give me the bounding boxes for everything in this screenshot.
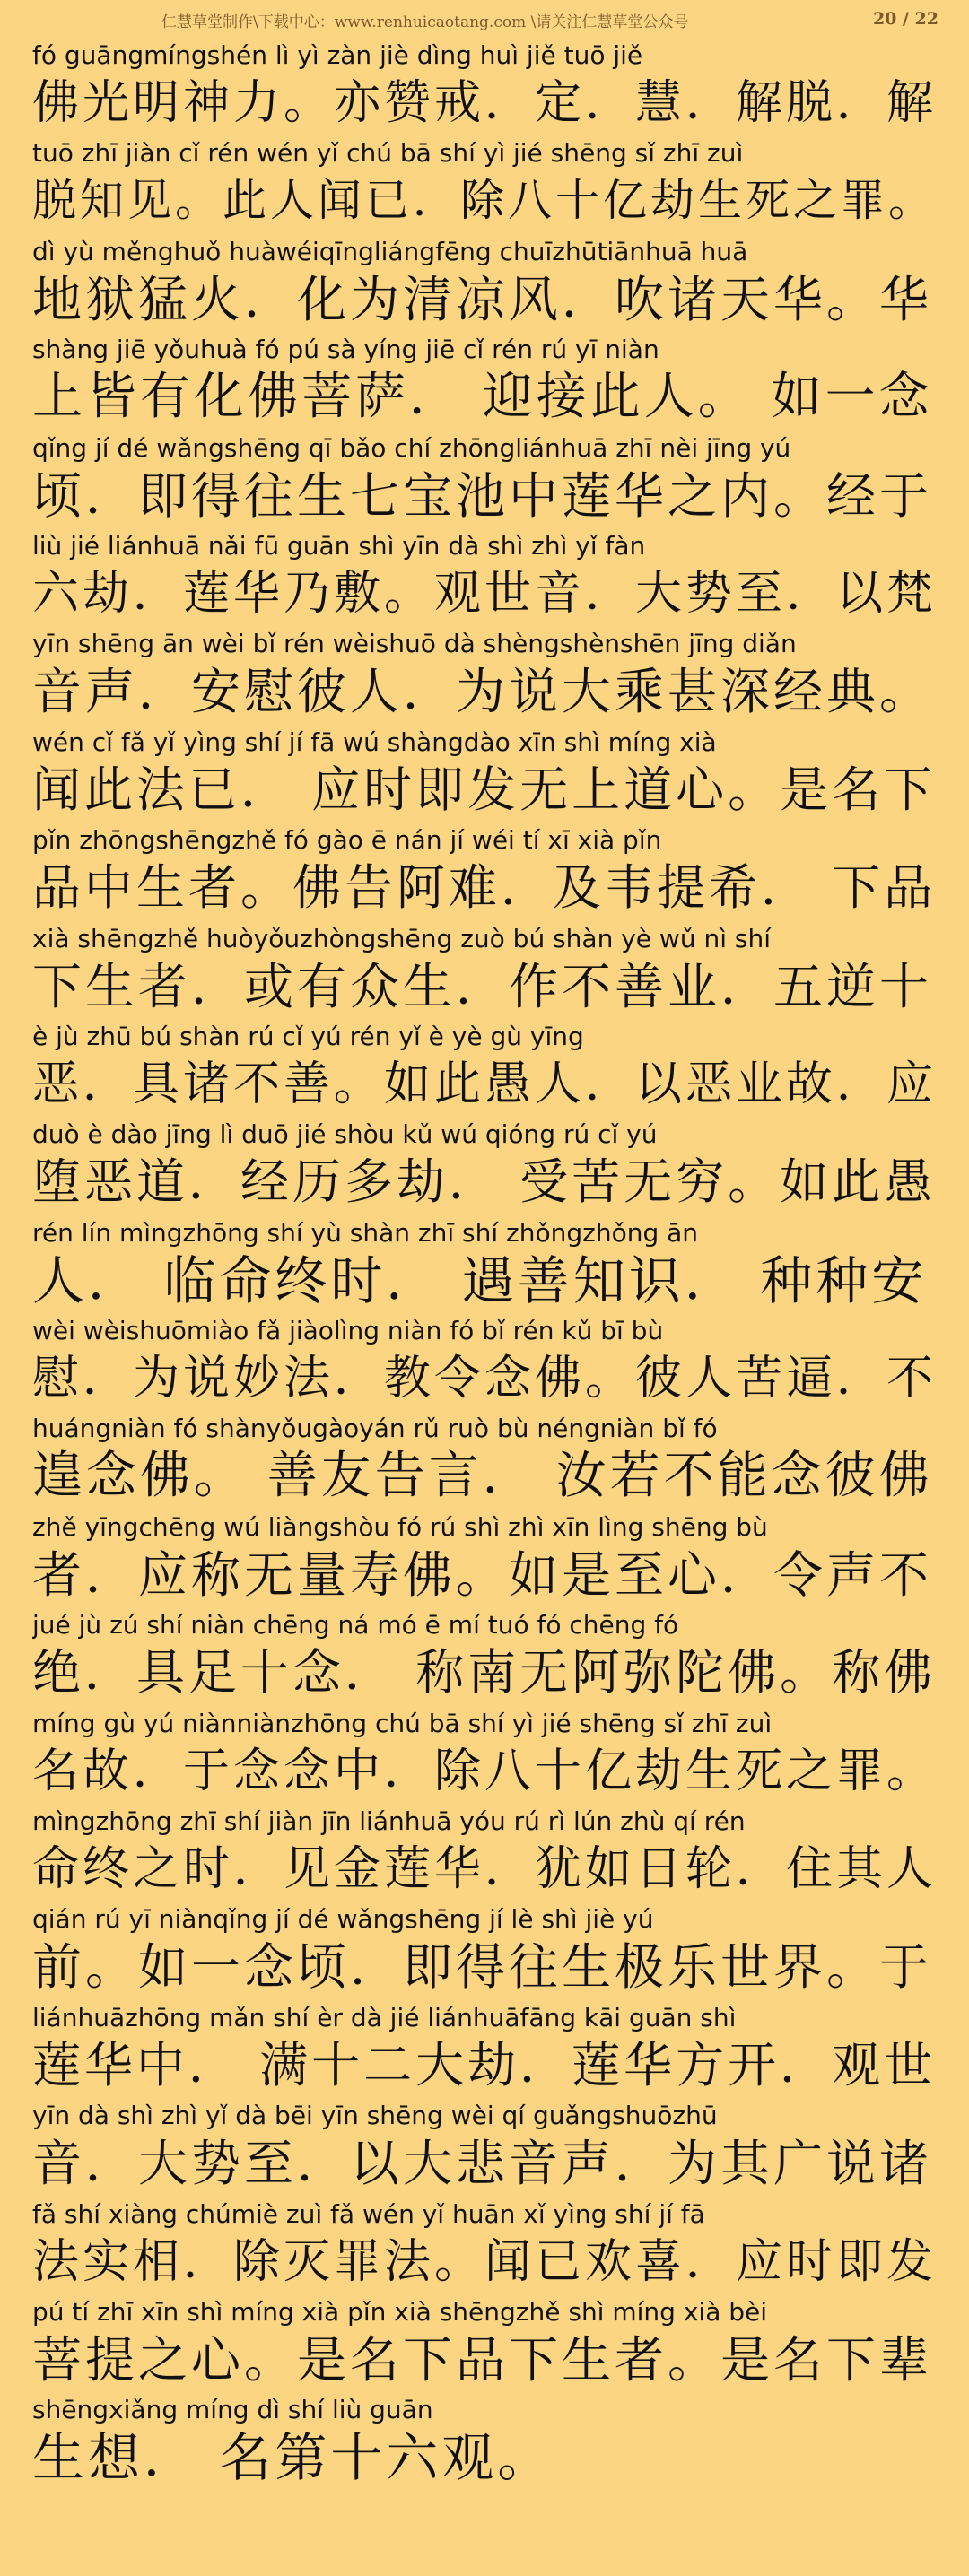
text-line	[32, 530, 937, 628]
pinyin-line: è jù zhū bú shàn rú cǐ yú rén yǐ è yè gù yīng	[32, 1021, 584, 1051]
pinyin-line: jué jù zú shí niàn chēng ná mó ē mí tuó fó chēng fó	[32, 1610, 679, 1640]
chinese-line: 前。如一念顷．即得往生极乐世界。于	[32, 1938, 933, 1997]
chinese-line: 人． 临命终时． 遇善知识． 种种安	[32, 1249, 928, 1311]
pinyin-line: fó guāngmíngshén lì yì zàn jiè dìng huì jiě tuō jiě	[32, 40, 643, 70]
text-line	[32, 1118, 937, 1216]
pinyin-line: liánhuāzhōng mǎn shí èr dà jié liánhuāfāng kāi guān shì	[32, 2002, 737, 2032]
text-line	[32, 39, 937, 137]
text-line	[32, 1413, 937, 1510]
text-line	[32, 2296, 937, 2394]
text-line	[32, 1315, 937, 1413]
page-header	[0, 5, 969, 32]
page-number: 20 / 22	[872, 9, 938, 29]
pinyin-line: shēngxiǎng míng dì shí liù guān	[32, 2395, 433, 2425]
pinyin-line: wén cǐ fǎ yǐ yìng shí jí fā wú shàngdào xīn shì míng xià	[32, 727, 717, 757]
text-line	[32, 1806, 937, 1903]
chinese-line: 慰．为说妙法．教令念佛。彼人苦逼．不	[32, 1352, 937, 1406]
chinese-line: 上皆有化佛菩萨． 迎接此人。 如一念	[32, 368, 933, 427]
pinyin-line: pú tí zhī xīn shì míng xià pǐn xià shēngzhě shì míng xià bèi	[32, 2296, 768, 2327]
text-line	[32, 1217, 937, 1315]
text-line	[32, 727, 937, 824]
text-line	[32, 1903, 937, 2001]
text-line	[32, 923, 937, 1021]
text-line	[32, 2100, 937, 2197]
pinyin-line: huángniàn fó shànyǒugàoyán rǔ ruò bù néngniàn bǐ fó	[32, 1414, 718, 1444]
chinese-line: 者．应称无量寿佛。如是至心．令声不	[32, 1545, 933, 1604]
pinyin-line: duò è dào jīng lì duō jié shòu kǔ wú qióng rú cǐ yú	[32, 1119, 658, 1150]
chinese-line: 下生者．或有众生．作不善业．五逆十	[32, 957, 933, 1015]
text-line	[32, 824, 937, 922]
chinese-line: 莲华中． 满十二大劫．莲华方开．观世	[32, 2036, 937, 2093]
chinese-line: 地狱猛火．化为清凉风．吹诸天华。华	[32, 270, 933, 328]
chinese-line: 堕恶道．经历多劫． 受苦无穷。如此愚	[32, 1153, 937, 1211]
text-line	[32, 432, 937, 530]
text-line	[32, 1609, 937, 1707]
text-line	[32, 628, 937, 726]
pinyin-line: rén lín mìngzhōng shí yù shàn zhī shí zhǒngzhǒng ān	[32, 1217, 699, 1248]
chinese-line: 音声．安慰彼人．为说大乘甚深经典。	[32, 663, 933, 721]
chinese-line: 命终之时．见金莲华．犹如日轮．住其人	[32, 1842, 937, 1897]
pinyin-line: yīn dà shì zhì yǐ dà bēi yīn shēng wèi qí guǎngshuōzhū	[32, 2101, 718, 2131]
text-line	[32, 1021, 937, 1118]
chinese-line: 绝．具足十念． 称南无阿弥陀佛。称佛	[32, 1644, 937, 1701]
chinese-line: 法实相．除灭罪法。闻已欢喜．应时即发	[32, 2234, 937, 2289]
pinyin-line: qián rú yī niànqǐng jí dé wǎngshēng jí lè shì jiè yú	[32, 1904, 654, 1935]
text-line	[32, 236, 937, 334]
text-line	[32, 2002, 937, 2100]
chinese-line: 菩提之心。是名下品下生者。是名下辈	[32, 2330, 933, 2389]
text-line	[32, 1708, 937, 1806]
pinyin-line: zhě yīngchēng wú liàngshòu fó rú shì zhì xīn lìng shēng bù	[32, 1511, 768, 1542]
text-line	[32, 2198, 937, 2296]
chinese-line: 名故．于念念中．除八十亿劫生死之罪。	[32, 1744, 937, 1798]
chinese-line: 恶．具诸不善。如此愚人．以恶业故．应	[32, 1057, 937, 1111]
pinyin-line: liù jié liánhuā nǎi fū guān shì yīn dà shì zhì yǐ fàn	[32, 530, 646, 561]
pinyin-line: mìngzhōng zhī shí jiàn jīn liánhuā yóu rú rì lún zhù qí rén	[32, 1806, 746, 1837]
chinese-line: 生想． 名第十六观。	[32, 2427, 554, 2489]
chinese-line: 遑念佛。 善友告言． 汝若不能念彼佛	[32, 1447, 933, 1506]
text-line	[32, 2394, 937, 2492]
pinyin-line: fǎ shí xiàng chúmiè zuì fǎ wén yǐ huān xǐ yìng shí jí fā	[32, 2198, 705, 2229]
pinyin-line: tuō zhī jiàn cǐ rén wén yǐ chú bā shí yì jié shēng sǐ zhī zuì	[32, 138, 744, 169]
pinyin-line: shàng jiē yǒuhuà fó pú sà yíng jiē cǐ rén rú yī niàn	[32, 335, 659, 365]
chinese-line: 脱知见。此人闻已．除八十亿劫生死之罪。	[32, 175, 937, 227]
text-line	[32, 1511, 937, 1609]
text-line	[32, 334, 937, 431]
chinese-line: 品中生者。佛告阿难．及韦提希． 下品	[32, 859, 937, 917]
pinyin-line: wèi wèishuōmiào fǎ jiàolìng niàn fó bǐ rén kǔ bī bù	[32, 1316, 664, 1346]
pinyin-line: qǐng jí dé wǎngshēng qī bǎo chí zhōngliánhuā zhī nèi jīng yú	[32, 432, 791, 463]
text-line	[32, 137, 937, 235]
chinese-line: 闻此法已． 应时即发无上道心。是名下	[32, 761, 937, 818]
pinyin-line: yīn shēng ān wèi bǐ rén wèishuō dà shèngshènshēn jīng diǎn	[32, 629, 797, 659]
pinyin-line: xià shēngzhě huòyǒuzhòngshēng zuò bú shàn yè wǔ nì shí	[32, 923, 772, 953]
chinese-line: 顷．即得往生七宝池中莲华之内。经于	[32, 466, 933, 525]
chinese-line: 佛光明神力。亦赞戒．定．慧．解脱．解	[32, 76, 937, 130]
scripture-text	[32, 39, 937, 2493]
header-title: 仁慧草堂制作\下载中心：www.renhuicaotang.com \请关注仁慧草堂公众号	[162, 13, 689, 31]
pinyin-line: míng gù yú niànniànzhōng chú bā shí yì jié shēng sǐ zhī zuì	[32, 1708, 773, 1738]
chinese-line: 音．大势至．以大悲音声．为其广说诸	[32, 2135, 933, 2193]
chinese-line: 六劫．莲华乃敷。观世音．大势至．以梵	[32, 566, 937, 621]
pinyin-line: pǐn zhōngshēngzhě fó gào ē nán jí wéi tí xī xià pǐn	[32, 825, 662, 856]
pinyin-line: dì yù měnghuǒ huàwéiqīngliángfēng chuīzhūtiānhuā huā	[32, 236, 748, 266]
